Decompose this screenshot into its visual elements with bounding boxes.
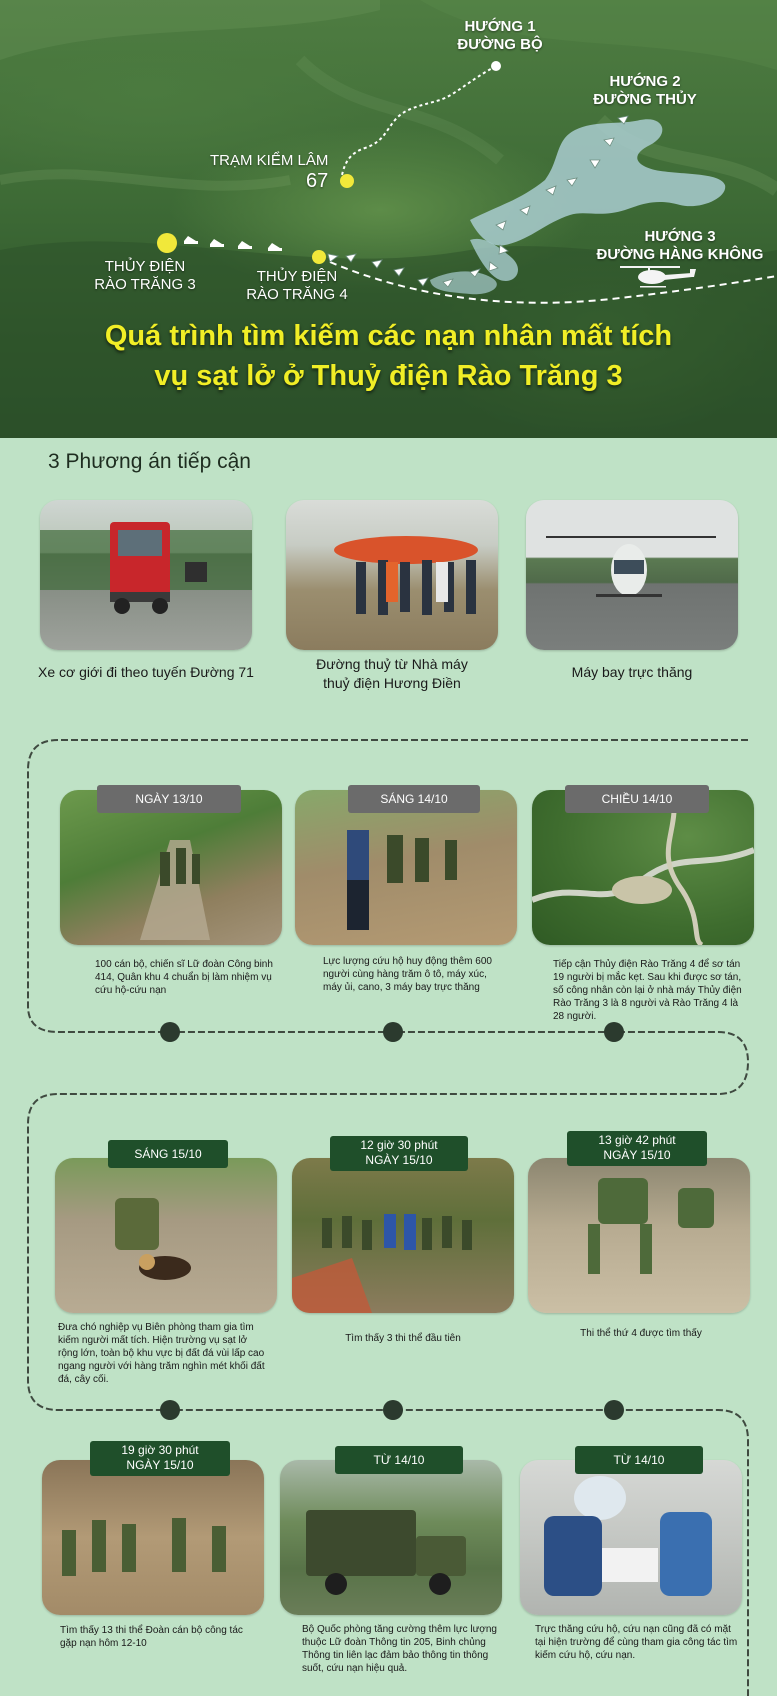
- approach-caption-air: Máy bay trực thăng: [571, 664, 693, 680]
- timeline-badge-19h30-line1: 19 giờ 30 phút: [121, 1443, 199, 1457]
- timeline-text-13h42: Thi thể thứ 4 được tìm thấy: [580, 1328, 702, 1339]
- station-label: TRẠM KIỂM LÂM: [210, 152, 329, 169]
- timeline-text-sang-15-10: Đưa chó nghiệp vụ Biên phòng tham gia tìm kiếm người mất tích. Hiện trường vụ sạt lở rộng lớn, toàn bộ khu vực bị đất đá vùi lấp cao ngang người với hàng trăm nghìn mét khối đất đá, cây cối.: [58, 1322, 265, 1385]
- helicopter-crew-icon: [520, 1460, 742, 1615]
- timeline-badge-tu-14-10-signal: TỪ 14/10: [335, 1446, 463, 1474]
- timeline-text-19h30: Tìm thấy 13 thi thể Đoàn cán bộ công tác gặp nạn hôm 12-10: [60, 1625, 243, 1649]
- military-truck-icon: [280, 1460, 502, 1615]
- timeline-photo-thirteen-bodies: [42, 1460, 264, 1615]
- route-1-label-line1: HƯỚNG 1: [464, 18, 536, 35]
- timeline-node: [383, 1400, 403, 1420]
- plant-4-label-line2: RÀO TRĂNG 4: [246, 286, 348, 303]
- timeline-node: [604, 1022, 624, 1042]
- timeline-photo-search-dog: [55, 1158, 277, 1313]
- timeline-badge-13h42: [567, 1131, 707, 1166]
- timeline-node: [160, 1400, 180, 1420]
- timeline-badge-19h30: [90, 1441, 230, 1476]
- digging-soldiers-icon: [528, 1158, 750, 1313]
- route-1-label-line2: ĐƯỜNG BỘ: [457, 36, 543, 53]
- plant-4-label-line1: THỦY ĐIỆN: [256, 268, 338, 285]
- timeline-node: [383, 1022, 403, 1042]
- route-3-label-line1: HƯỚNG 3: [644, 228, 716, 245]
- timeline-badge-tu-14-10-helicopter: TỪ 14/10: [575, 1446, 703, 1474]
- crowd-icon: [292, 1158, 514, 1313]
- main-title-line1: Quá trình tìm kiếm các nạn nhân mất tích: [104, 320, 673, 352]
- timeline-badge-sang-14-10: SÁNG 14/10: [348, 785, 480, 813]
- timeline-badge-12h30-line2: NGÀY 15/10: [365, 1153, 433, 1167]
- rescuers-icon: [295, 790, 517, 945]
- approach-caption-water-line2: thuỷ điện Hương Điền: [323, 675, 461, 691]
- timeline-text-tu-14-10-helicopter: Trực thăng cứu hộ, cứu nạn cũng đã có mặt tại hiện trường để cùng tham gia công tác tìm kiếm cứu hộ, cứu nạn.: [535, 1624, 738, 1661]
- search-dog-icon: [55, 1158, 277, 1313]
- timeline-badge-12h30: [330, 1136, 468, 1171]
- soldiers-digging-icon: [42, 1460, 264, 1615]
- main-title-line2: vụ sạt lở ở Thuỷ điện Rào Trăng 3: [154, 360, 623, 392]
- timeline-badge-chieu-14-10: CHIỀU 14/10: [565, 785, 709, 813]
- timeline-node: [604, 1400, 624, 1420]
- timeline-photo-helicopter-crew: [520, 1460, 742, 1615]
- route-2-label-line2: ĐƯỜNG THỦY: [593, 91, 697, 108]
- timeline-photo-fourth-body: [528, 1158, 750, 1313]
- timeline-photo-signal-brigade: [280, 1460, 502, 1615]
- timeline-text-sang-14-10: Lực lượng cứu hộ huy động thêm 600 người cùng hàng trăm ô tô, máy xúc, máy ủi, cano, 3 máy bay trực thăng: [323, 956, 492, 993]
- timeline-badge-13-10: NGÀY 13/10: [97, 785, 241, 813]
- timeline-photo-first-bodies: [292, 1158, 514, 1313]
- approach-caption-water-line1: Đường thuỷ từ Nhà máy: [316, 656, 468, 672]
- approach-caption-road: Xe cơ giới đi theo tuyến Đường 71: [38, 664, 254, 680]
- plant-3-label-line2: RÀO TRĂNG 3: [94, 276, 196, 293]
- route-3-label-line2: ĐƯỜNG HÀNG KHÔNG: [596, 246, 764, 263]
- timeline-photo-aerial-view: [532, 790, 754, 945]
- approaches-heading: 3 Phương án tiếp cận: [48, 450, 251, 473]
- timeline-photo-rescue-team: [295, 790, 517, 945]
- timeline-badge-19h30-line2: NGÀY 15/10: [126, 1458, 194, 1472]
- timeline-photo-soldiers-march: [60, 790, 282, 945]
- plant-3-label-line1: THỦY ĐIỆN: [104, 258, 186, 275]
- station-number: 67: [306, 170, 329, 192]
- aerial-road-icon: [532, 790, 754, 945]
- timeline-node: [160, 1022, 180, 1042]
- timeline-text-12h30: Tìm thấy 3 thi thể đầu tiên: [345, 1333, 461, 1344]
- route-2-label-line1: HƯỚNG 2: [609, 73, 681, 90]
- timeline-badge-13h42-line2: NGÀY 15/10: [603, 1148, 671, 1162]
- timeline-badge-13h42-line1: 13 giờ 42 phút: [598, 1133, 676, 1147]
- timeline-text-13-10: 100 cán bộ, chiến sĩ Lữ đoàn Công binh 414, Quân khu 4 chuẩn bị làm nhiệm vụ cứu hộ-cứu nạn: [95, 959, 273, 996]
- soldiers-icon: [60, 790, 282, 945]
- timeline-badge-12h30-line1: 12 giờ 30 phút: [360, 1138, 438, 1152]
- timeline-text-tu-14-10-signal: Bộ Quốc phòng tăng cường thêm lực lượng thuộc Lữ đoàn Thông tin 205, Binh chủng Thông tin liên lạc đảm bảo thông tin thông suốt, cứu nạn hiệu quả.: [302, 1624, 497, 1674]
- timeline-badge-sang-15-10: SÁNG 15/10: [108, 1140, 228, 1168]
- timeline-text-chieu-14-10: Tiếp cận Thủy điện Rào Trăng 4 để sơ tán 19 người bị mắc kẹt. Sau khi được sơ tán, số công nhân còn lại ở nhà máy Thủy điện Rào Trăng 3 là 8 người và Rào Trăng 4 là 28 người.: [553, 959, 742, 1022]
